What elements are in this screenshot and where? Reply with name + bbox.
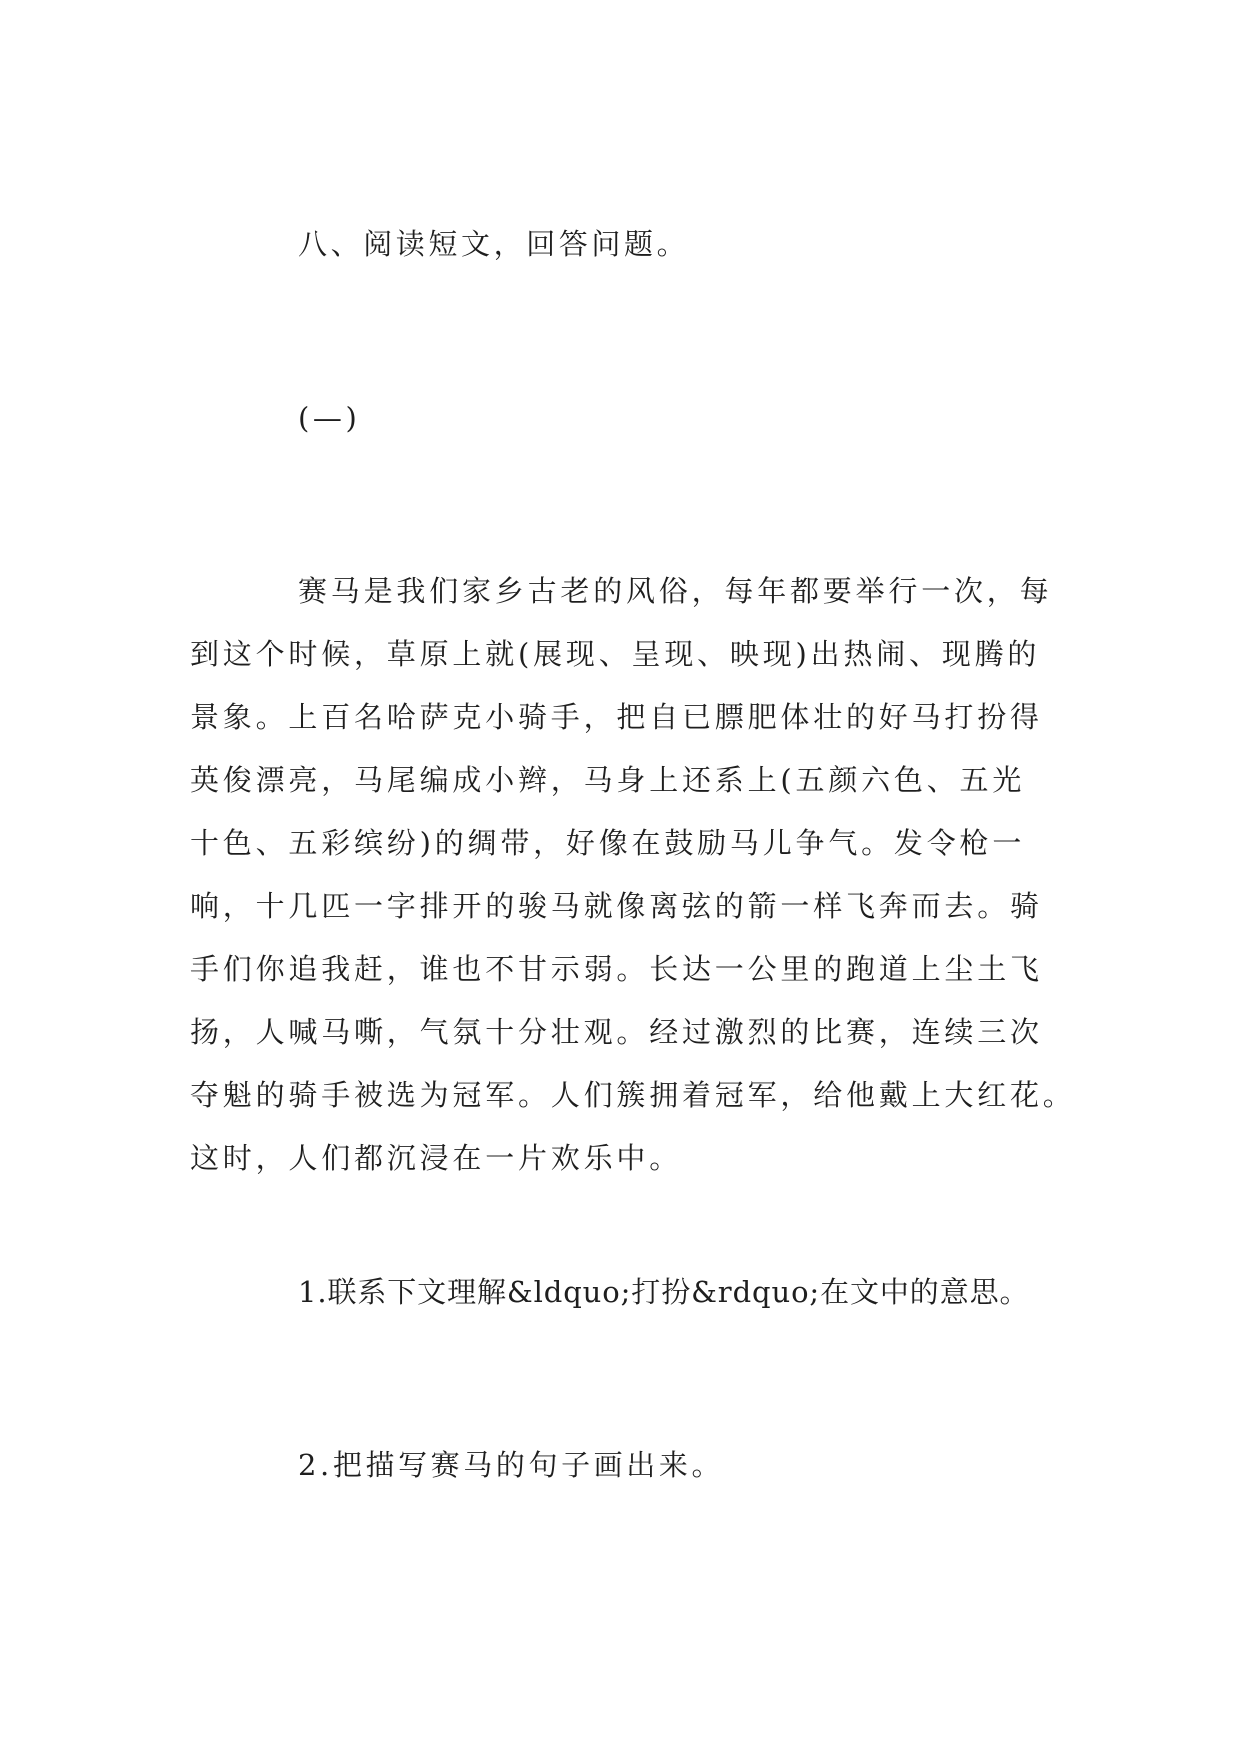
- section-marker: (—): [298, 401, 361, 435]
- passage-line: 景象。上百名哈萨克小骑手，把自已膘肥体壮的好马打扮得: [190, 700, 1043, 734]
- question-1: 1.联系下文理解&ldquo;打扮&rdquo;在文中的意思。: [298, 1275, 1030, 1309]
- passage-line: 夺魁的骑手被选为冠军。人们簇拥着冠军，给他戴上大红花。: [190, 1078, 1076, 1112]
- passage-line: 扬，人喊马嘶，气氛十分壮观。经过激烈的比赛，连续三次: [190, 1015, 1043, 1049]
- passage-line: 这时，人们都沉浸在一片欢乐中。: [190, 1141, 683, 1175]
- passage-line: 十色、五彩缤纷)的绸带，好像在鼓励马儿争气。发令枪一: [190, 826, 1026, 860]
- passage-line: 手们你追我赶，谁也不甘示弱。长达一公里的跑道上尘土飞: [190, 952, 1043, 986]
- passage-line: 英俊漂亮，马尾编成小辫，马身上还系上(五颜六色、五光: [190, 763, 1026, 797]
- passage-line: 到这个时候，草原上就(展现、呈现、映现)出热闹、现腾的: [190, 637, 1041, 671]
- passage-line: 响，十几匹一字排开的骏马就像离弦的箭一样飞奔而去。骑: [190, 889, 1043, 923]
- section-heading: 八、阅读短文，回答问题。: [298, 227, 690, 261]
- question-2: 2.把描写赛马的句子画出来。: [298, 1448, 725, 1482]
- passage-line: 赛马是我们家乡古老的风俗，每年都要举行一次，每: [298, 574, 1053, 608]
